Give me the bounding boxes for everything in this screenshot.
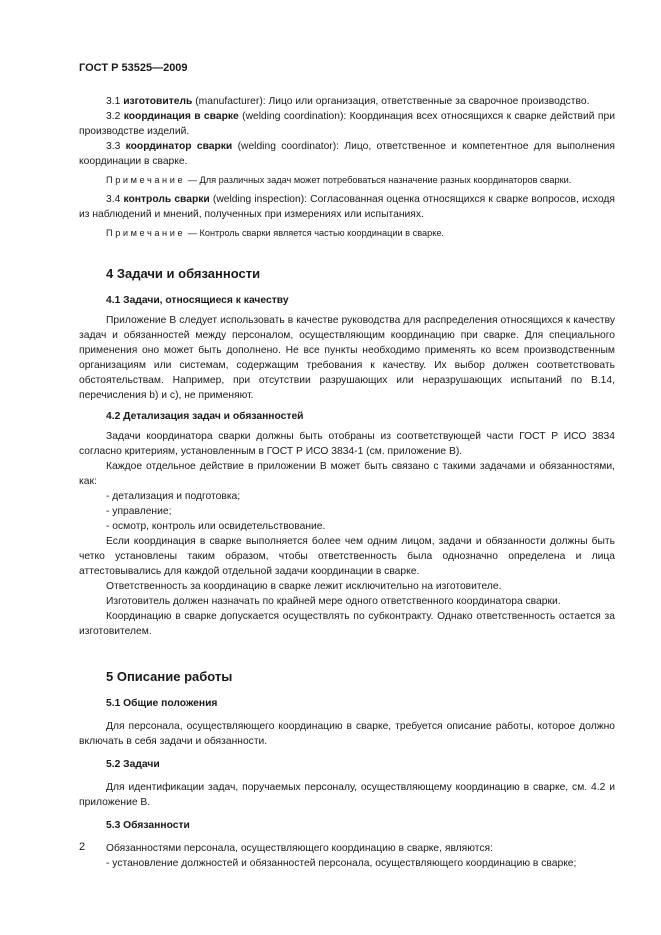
section-4-2-title: 4.2 Детализация задач и обязанностей — [106, 411, 304, 422]
definition-3-3: 3.3 координатор сварки (welding coordinator): Лицо, ответственное и компетентное для выполнения координации в сварке. — [79, 141, 615, 167]
section-4-1-title: 4.1 Задачи, относящиеся к качеству — [106, 295, 289, 306]
section-4-2-para-1: Задачи координатора сварки должны быть отобраны из соответствующей части ГОСТ Р ИСО 3834 согласно критериям, установленным в ГОСТ Р ИСО 3834-1 (см. приложение В). — [79, 431, 615, 457]
section-4-2-para-5: Изготовитель должен назначать по крайней мере одного ответственного координатора сварки. — [106, 596, 561, 607]
list-item: - управление; — [106, 506, 172, 517]
definition-3-1: 3.1 изготовитель (manufacturer): Лицо или организация, ответственные за сварочное производство. — [106, 96, 590, 107]
section-4-2-para-4: Ответственность за координацию в сварке лежит исключительно на изготовителе. — [106, 581, 502, 592]
section-5-3-text: Обязанностями персонала, осуществляющего координацию в сварке, являются: — [106, 843, 493, 854]
list-item: - установление должностей и обязанностей персонала, осуществляющего координацию в сварке; — [106, 858, 577, 869]
section-4-2-para-6: Координацию в сварке допускается осуществлять по субконтракту. Однако ответственность остается за изготовителем. — [79, 611, 615, 637]
page-number: 2 — [79, 841, 86, 853]
note-2: Примечание — Контроль сварки является частью координации в сварке. — [106, 228, 444, 238]
definition-3-4: 3.4 контроль сварки (welding inspection): Согласованная оценка относящихся к сварке вопросов, исходя из наблюдений и мнений, полученных при измерениях или испытаниях. — [79, 194, 615, 220]
note-1: Примечание — Для различных задач может потребоваться назначение разных координаторов сварки. — [106, 175, 572, 185]
definition-term: изготовитель — [123, 96, 193, 107]
definition-3-2: 3.2 координация в сварке (welding coordination): Координация всех относящихся к сварке действий при производстве изделий. — [79, 111, 615, 137]
section-4-2-para-2: Каждое отдельное действие в приложении В может быть связано с такими задачами и обязанностями, как: — [79, 461, 615, 487]
section-4-title: 4 Задачи и обязанности — [106, 266, 261, 281]
section-5-title: 5 Описание работы — [106, 669, 233, 684]
note-label: Примечание — [106, 175, 186, 185]
section-4-1-text: Приложение В следует использовать в качестве руководства для распределения относящихся к качеству задач и обязанностей между персоналом, осуществляющим координацию при сварке. Для специального применения оно может быть дополнено. Не все пункты необходимо применять ко всем производственным организациям или системам, содержащим требования к качеству. Их выбор должен соответствовать обстоятельствам. Например, при отсутствии разрушающих или неразрушающих испытаний по В.14, перечисления b) и с), не применяют. — [79, 315, 615, 401]
section-5-3-title: 5.3 Обязанности — [106, 820, 190, 831]
section-5-1-text: Для персонала, осуществляющего координацию в сварке, требуется описание работы, которое должно включать в себя задачи и обязанности. — [79, 721, 615, 747]
list-item: - детализация и подготовка; — [106, 491, 241, 502]
definition-term: координация в сварке — [123, 111, 239, 122]
note-label: Примечание — [106, 228, 186, 238]
section-4-2-para-3: Если координация в сварке выполняется более чем одним лицом, задачи и обязанности должны быть четко установлены таким образом, чтобы ответственность была однозначно определена и лица аттестовывались для каждой отдельной задачи координации в сварке. — [79, 536, 615, 577]
document-header: ГОСТ Р 53525—2009 — [79, 62, 188, 74]
definition-term: контроль сварки — [123, 194, 210, 205]
section-5-2-text: Для идентификации задач, поручаемых персоналу, осуществляющему координацию в сварке, см. 4.2 и приложение В. — [79, 782, 615, 808]
definition-term: координатор сварки — [125, 141, 233, 152]
section-5-1-title: 5.1 Общие положения — [106, 698, 218, 709]
list-item: - осмотр, контроль или освидетельствование. — [106, 521, 326, 532]
section-5-2-title: 5.2 Задачи — [106, 759, 160, 770]
page-content — [79, 94, 615, 871]
